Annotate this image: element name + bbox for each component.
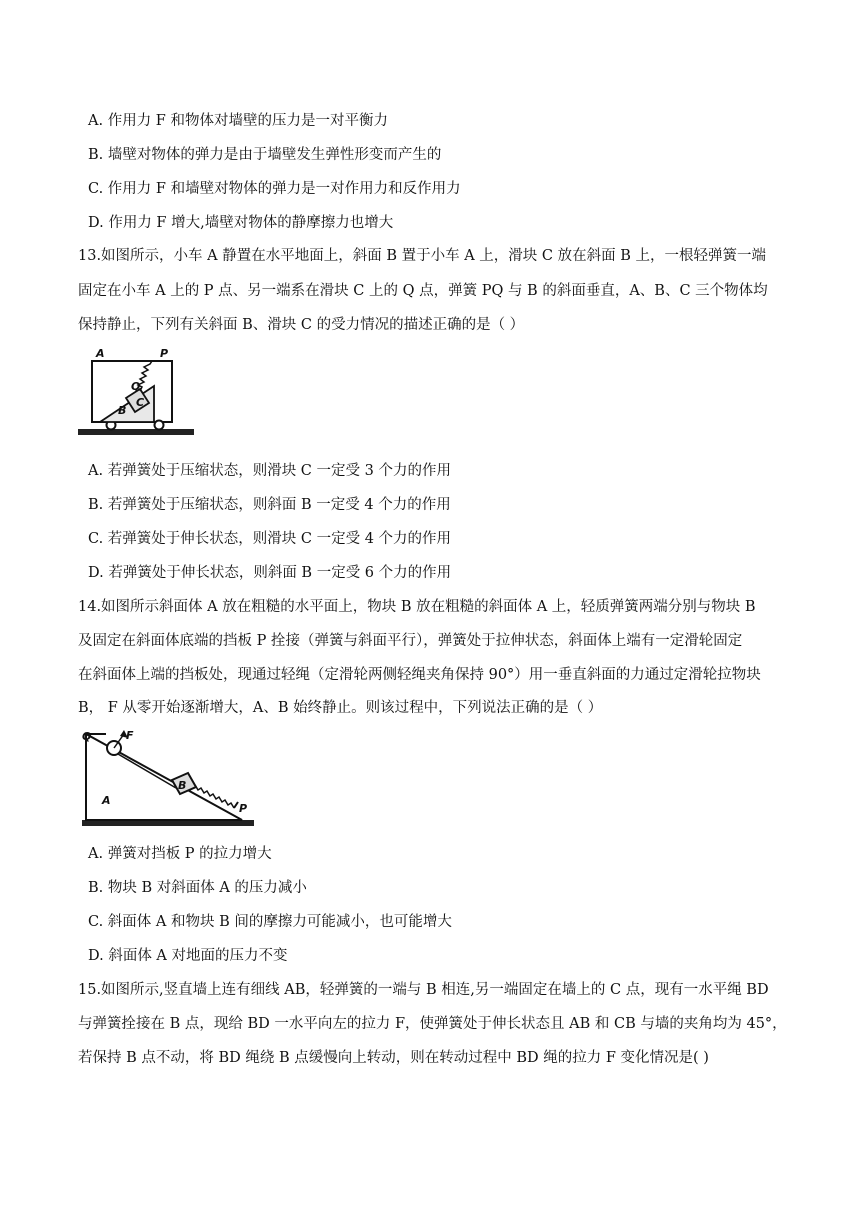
label-q: Q xyxy=(82,730,92,743)
stopper-p xyxy=(234,802,238,808)
q13-stem-line-1: 13.如图所示，小车 A 静置在水平地面上，斜面 B 置于小车 A 上，滑块 C 放在斜面 B 上，一根轻弹簧一端 xyxy=(78,248,766,264)
q13-option-c: C. 若弹簧处于伸长状态，则滑块 C 一定受 4 个力的作用 xyxy=(88,531,452,547)
q14-option-a: A. 弹簧对挡板 P 的拉力增大 xyxy=(88,846,272,862)
q15-stem-line-1: 15.如图所示,竖直墙上连有细线 AB，轻弹簧的一端与 B 相连,另一端固定在墙上的 C 点，现有一水平绳 BD xyxy=(78,982,769,998)
q13-stem-line-3: 保持静止，下列有关斜面 B、滑块 C 的受力情况的描述正确的是（ ） xyxy=(78,317,525,333)
q14-option-b: B. 物块 B 对斜面体 A 的压力减小 xyxy=(88,880,307,896)
label-b: B xyxy=(178,779,187,792)
label-a: A xyxy=(96,347,105,360)
label-f: F xyxy=(126,729,134,742)
q13-option-d: D. 若弹簧处于伸长状态，则斜面 B 一定受 6 个力的作用 xyxy=(88,565,452,581)
q14-stem-line-4: B， F 从零开始逐渐增大，A、B 始终静止。则该过程中，下列说法正确的是（ ） xyxy=(78,700,603,716)
q14-stem-line-2: 及固定在斜面体底端的挡板 P 拴接（弹簧与斜面平行），弹簧处于拉伸状态，斜面体上端有一定滑轮固定 xyxy=(78,633,743,649)
label-p: P xyxy=(239,802,248,815)
q15-stem-line-3: 若保持 B 点不动，将 BD 绳绕 B 点缓慢向上转动，则在转动过程中 BD 绳的拉力 F 变化情况是( ) xyxy=(78,1050,709,1066)
label-c: C xyxy=(136,396,145,409)
label-p: P xyxy=(160,347,169,360)
q14-figure xyxy=(82,728,254,832)
wheel-right xyxy=(155,421,164,430)
label-b: B xyxy=(118,404,127,417)
label-a: A xyxy=(102,794,111,807)
label-q: Q xyxy=(131,380,141,393)
q12-option-c: C. 作用力 F 和墙壁对物体的弹力是一对作用力和反作用力 xyxy=(88,181,461,197)
q15-stem-line-2: 与弹簧拴接在 B 点，现给 BD 一水平向左的拉力 F，使弹簧处于伸长状态且 AB 和 CB 与墙的夹角均为 45°， xyxy=(78,1016,787,1032)
ground xyxy=(78,429,194,435)
q14-option-d: D. 斜面体 A 对地面的压力不变 xyxy=(88,948,288,964)
q14-option-c: C. 斜面体 A 和物块 B 间的摩擦力可能减小，也可能增大 xyxy=(88,914,452,930)
q14-stem-line-1: 14.如图所示斜面体 A 放在粗糙的水平面上，物块 B 放在粗糙的斜面体 A 上，轻质弹簧两端分别与物块 B xyxy=(78,599,756,615)
q14-stem-line-3: 在斜面体上端的挡板处，现通过轻绳（定滑轮两侧轻绳夹角保持 90°）用一垂直斜面的力通过定滑轮拉物块 xyxy=(78,667,761,683)
q13-option-a: A. 若弹簧处于压缩状态，则滑块 C 一定受 3 个力的作用 xyxy=(88,463,451,479)
rope-to-b xyxy=(118,754,176,788)
q12-option-b: B. 墙壁对物体的弹力是由于墙壁发生弹性形变而产生的 xyxy=(88,147,442,163)
q13-stem-line-2: 固定在小车 A 上的 P 点、另一端系在滑块 C 上的 Q 点，弹簧 PQ 与 B 的斜面垂直，A、B、C 三个物体均 xyxy=(78,283,768,299)
q12-option-a: A. 作用力 F 和物体对墙壁的压力是一对平衡力 xyxy=(88,113,388,129)
q13-figure xyxy=(78,346,194,440)
q13-option-b: B. 若弹簧处于压缩状态，则斜面 B 一定受 4 个力的作用 xyxy=(88,497,451,513)
q12-option-d: D. 作用力 F 增大,墙壁对物体的静摩擦力也增大 xyxy=(88,215,394,231)
